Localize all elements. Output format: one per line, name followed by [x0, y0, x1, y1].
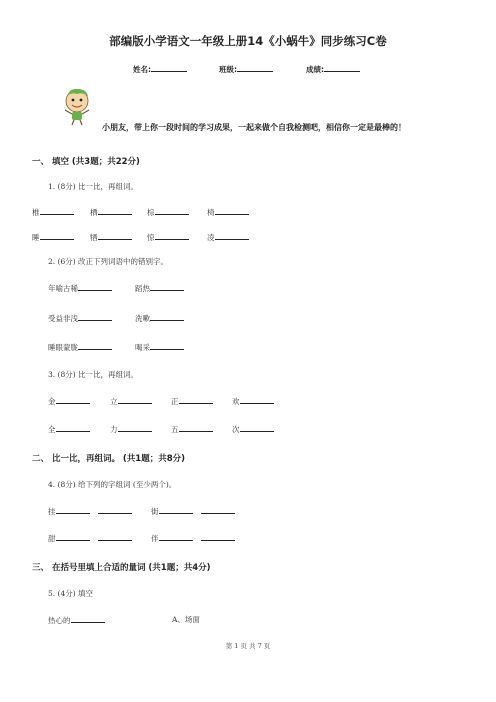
- answer-blank[interactable]: [159, 505, 193, 514]
- answer-blank[interactable]: [56, 532, 90, 541]
- class-blank[interactable]: [237, 63, 273, 72]
- question-5: 5. (4分) 填空: [48, 589, 94, 598]
- name-field: [133, 63, 187, 75]
- class-field: [219, 63, 273, 75]
- q3-char: 次: [232, 425, 240, 434]
- answer-blank[interactable]: [150, 282, 184, 291]
- answer-blank[interactable]: [159, 532, 193, 541]
- answer-blank[interactable]: [40, 206, 74, 215]
- score-label: 成绩:: [306, 65, 324, 74]
- intro-text: 小朋友，带上你一段时间的学习成果，一起来做个自我检测吧，相信你一定是最棒的！: [102, 123, 406, 132]
- q1-char: 凌: [207, 233, 215, 242]
- score-blank[interactable]: [324, 63, 360, 72]
- mascot-illustration: [60, 86, 96, 126]
- name-blank[interactable]: [151, 63, 187, 72]
- answer-blank[interactable]: [78, 282, 112, 291]
- q4-char: 伴: [151, 534, 159, 543]
- q1-char: 睡: [32, 233, 40, 242]
- answer-blank[interactable]: [155, 231, 189, 240]
- question-3: 3. (8分) 比一比，再组词。: [48, 370, 139, 379]
- q3-char: 五: [171, 425, 179, 434]
- page-footer: 第 1 页 共 7 页: [225, 642, 271, 650]
- section-1-heading: 一、 填空 (共3题；共22分): [32, 157, 140, 167]
- q3-char: 力: [110, 425, 118, 434]
- q2-word: 喝采: [135, 343, 150, 352]
- answer-blank[interactable]: [78, 341, 112, 350]
- answer-blank[interactable]: [71, 614, 105, 623]
- q4-char: 街: [151, 507, 159, 516]
- q2-word: 受益非浅: [48, 314, 78, 323]
- answer-blank[interactable]: [118, 423, 152, 432]
- answer-blank[interactable]: [240, 395, 274, 404]
- answer-blank[interactable]: [40, 231, 74, 240]
- answer-blank[interactable]: [98, 532, 132, 541]
- answer-blank[interactable]: [201, 532, 235, 541]
- question-1: 1. (8分) 比一比，再组词。: [48, 182, 139, 191]
- q2-word: 年喻古稀: [48, 284, 78, 293]
- q1-char: 牺: [90, 233, 98, 242]
- answer-blank[interactable]: [179, 423, 213, 432]
- q1-char: 栖: [90, 208, 98, 217]
- q2-word: 蹈热: [135, 284, 150, 293]
- answer-blank[interactable]: [240, 423, 274, 432]
- page-title: 部编版小学语文一年级上册14《小蜗牛》同步练习C卷: [109, 34, 387, 48]
- q4-char: 甜: [48, 534, 56, 543]
- answer-blank[interactable]: [155, 206, 189, 215]
- answer-blank[interactable]: [56, 423, 90, 432]
- answer-blank[interactable]: [56, 395, 90, 404]
- section-3-heading: 三、 在括号里填上合适的量词 (共1题；共4分): [32, 563, 211, 573]
- q5-left-text: 热心的: [48, 616, 71, 625]
- q3-char: 欢: [232, 397, 240, 406]
- q3-char: 金: [48, 397, 56, 406]
- q2-word: 睡眼蒙胧: [48, 343, 78, 352]
- answer-blank[interactable]: [78, 312, 112, 321]
- q4-char: 挂: [48, 507, 56, 516]
- class-label: 班级:: [219, 65, 237, 74]
- answer-blank[interactable]: [98, 505, 132, 514]
- q1-char: 惊: [147, 233, 155, 242]
- question-2: 2. (6分) 改正下列词语中的错别字。: [48, 257, 169, 266]
- answer-blank[interactable]: [179, 395, 213, 404]
- section-2-heading: 二、 比一比，再组词。 (共1题；共8分): [32, 454, 186, 464]
- answer-blank[interactable]: [215, 231, 249, 240]
- score-field: [306, 63, 360, 75]
- answer-blank[interactable]: [150, 341, 184, 350]
- q3-char: 立: [110, 397, 118, 406]
- answer-blank[interactable]: [98, 231, 132, 240]
- answer-blank[interactable]: [150, 312, 184, 321]
- question-4: 4. (8分) 给下列的字组词 (至少两个)。: [48, 480, 177, 489]
- answer-blank[interactable]: [98, 206, 132, 215]
- answer-blank[interactable]: [215, 206, 249, 215]
- q3-char: 正: [171, 397, 179, 406]
- q2-word: 洗嗽: [135, 314, 150, 323]
- q1-char: 椎: [32, 208, 40, 217]
- answer-blank[interactable]: [118, 395, 152, 404]
- answer-blank[interactable]: [56, 505, 90, 514]
- q1-char: 棕: [147, 208, 155, 217]
- q1-char: 椅: [207, 208, 215, 217]
- q3-char: 全: [48, 425, 56, 434]
- name-label: 姓名:: [133, 65, 151, 74]
- answer-blank[interactable]: [201, 505, 235, 514]
- q5-option-a: A、场面: [172, 615, 200, 624]
